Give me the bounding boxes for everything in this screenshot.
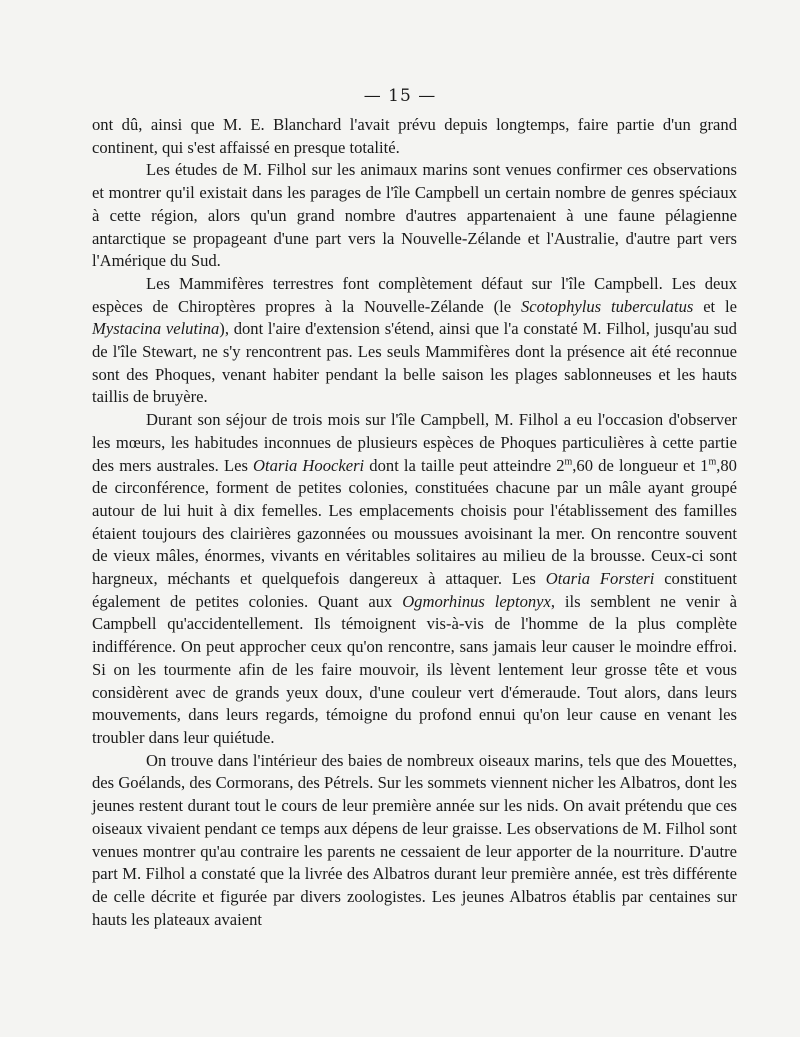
- italic-term: Otaria Hoockeri: [253, 455, 365, 475]
- text-run: ont dû, ainsi que M. E. Blanchard l'avait prévu depuis longtemps, faire partie d'un grand continent, qui s'est affaissé en presque totalité.: [92, 115, 737, 157]
- page-number: — 15 —: [363, 86, 437, 106]
- italic-term: Scotophylus tuberculatus: [520, 296, 694, 316]
- text-run: ,80 de circonférence, forment de petites colonies, constituées chacune par un mâle ayant groupé autour de lui huit à dix femelles. Les emplacements choisis pour l'établissement des familles étaient toujours des clairières gazonnées ou moussues avoisinant la mer. On rencontre souvent de vieux mâles, énormes, vivants en véritables solitaires au milieu de la brousse. Ceux-ci sont hargneux, méchants et quelquefois dangereux à attaquer. Les: [92, 455, 737, 589]
- body-text: [92, 114, 737, 931]
- italic-term: Mystacina velutina: [92, 319, 220, 339]
- italic-term: Ogmorhinus leptonyx: [402, 591, 551, 611]
- paragraph: [92, 409, 737, 750]
- text-run: , ils semblent ne venir à Campbell qu'accidentellement. Ils témoignent vis-à-vis de l'homme de la plus complète indifférence. On peut approcher ceux qu'on rencontre, sans jamais leur causer le moindre effroi. Si on les tourmente afin de les faire mouvoir, ils lèvent lentement leur grosse tête et vous considèrent avec de grands yeux doux, d'une couleur vert d'émeraude. Tout alors, dans leurs mouvements, dans leurs regards, témoigne du profond ennui qu'on leur cause en venant les troubler dans leur quiétude.: [92, 591, 737, 747]
- paragraph: [92, 114, 737, 159]
- text-run: Durant son séjour de trois mois sur l'île Campbell, M. Filhol a eu l'occasion d'observer les mœurs, les habitudes inconnues de plusieurs espèces de Phoques particulières à cette partie des mers australes. Les: [92, 410, 737, 475]
- superscript: m: [564, 456, 573, 468]
- paragraph: [92, 159, 737, 273]
- text-run: Les études de M. Filhol sur les animaux marins sont venues confirmer ces observations et montrer qu'il existait dans les parages de l'île Campbell un certain nombre de genres spéciaux à cette région, alors qu'un grand nombre d'autres appartenaient à une faune pélagienne antarctique se propageant d'une part vers la Nouvelle-Zélande et l'Australie, d'autre part vers l'Amérique du Sud.: [92, 160, 737, 271]
- text-run: dont la taille peut atteindre 2: [364, 455, 565, 475]
- text-run: Les Mammifères terrestres font complètement défaut sur l'île Campbell. Les deux espèces de Chiroptères propres à la Nouvelle-Zélande (le: [92, 273, 737, 316]
- text-run: ,60 de longueur et 1: [572, 455, 709, 475]
- text-run: ), dont l'aire d'extension s'étend, ainsi que l'a constaté M. Filhol, jusqu'au sud de l'île Stewart, ne s'y rencontrent pas. Les seuls Mammifères dont la présence ait été reconnue sont des Phoques, venant habiter pendant la belle saison les plages sablonneuses et les hauts taillis de bruyère.: [92, 319, 737, 407]
- paragraph: [92, 750, 737, 932]
- text-run: On trouve dans l'intérieur des baies de nombreux oiseaux marins, tels que des Mouettes, des Goélands, des Cormorans, des Pétrels. Sur les sommets viennent nicher les Albatros, dont les jeunes restent durant tout le cours de leur première année sur les nids. On avait prétendu que ces oiseaux vivaient pendant ce temps aux dépens de leur graisse. Les observations de M. Filhol sont venues montrer qu'au contraire les parents ne cessaient de leur apporter de la nourriture. D'autre part M. Filhol a constaté que la livrée des Albatros durant leur première année, est très différente de celle décrite et figurée par divers zoologistes. Les jeunes Albatros établis par centaines sur hauts les plateaux avaient: [92, 750, 737, 929]
- paragraph: [92, 273, 737, 409]
- italic-term: Otaria Forsteri: [545, 569, 655, 589]
- text-run: et le: [693, 296, 737, 316]
- text-run: constituent également de petites colonies. Quant aux: [92, 569, 738, 611]
- superscript: m: [708, 456, 717, 468]
